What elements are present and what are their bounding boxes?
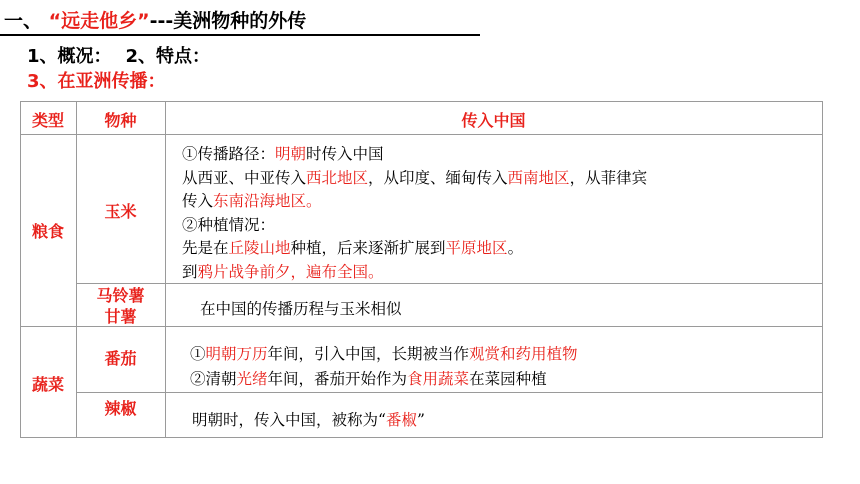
- tomato-line-2: ②清朝光绪年间，番茄开始作为食用蔬菜在菜园种植: [190, 370, 547, 388]
- heading-underline: [0, 34, 480, 36]
- potato-description: 在中国的传播历程与玉米相似: [200, 300, 402, 318]
- table-border: [20, 134, 823, 135]
- heading-suffix: ---美洲物种的外传: [149, 10, 307, 32]
- table-border: [20, 437, 823, 438]
- corn-description: [182, 143, 647, 284]
- table-border: [76, 392, 823, 393]
- category-grain: 粮食: [31, 222, 64, 241]
- species-tomato: 番茄: [104, 349, 137, 368]
- category-vegetable: 蔬菜: [31, 375, 64, 394]
- corn-line-4: ②种植情况：: [182, 215, 276, 234]
- section-heading: [4, 6, 306, 33]
- species-corn: 玉米: [104, 202, 137, 221]
- table-border: [822, 101, 823, 438]
- corn-line-2: 从西亚、中亚传入西北地区，从印度、缅甸传入西南地区，从菲律宾: [182, 168, 648, 187]
- species-sweet-potato: 甘薯: [104, 307, 137, 326]
- corn-line-6: 到鸦片战争前夕，遍布全国。: [182, 262, 384, 281]
- overview-item-1: 1、概况：: [27, 46, 112, 67]
- spread-table: [20, 101, 823, 438]
- heading-quoted: “远走他乡”: [48, 10, 150, 32]
- corn-line-3: 传入东南沿海地区。: [182, 192, 322, 210]
- species-pepper: 辣椒: [104, 399, 137, 418]
- table-border: [20, 101, 823, 102]
- overview-item-2: 2、特点：: [125, 46, 211, 67]
- tomato-line-1: ①明朝万历年间，引入中国，长期被当作观赏和药用植物: [190, 345, 578, 363]
- heading-prefix: 一、: [4, 10, 43, 32]
- table-border: [165, 101, 166, 438]
- tomato-description: [190, 342, 578, 392]
- section-3-heading: 3、在亚洲传播：: [27, 71, 166, 92]
- corn-line-5: 先是在丘陵山地种植，后来逐渐扩展到平原地区。: [182, 239, 524, 257]
- corn-line-1: ①传播路径：明朝时传入中国: [182, 145, 384, 163]
- header-spread: 传入中国: [461, 111, 526, 130]
- overview-line: [27, 42, 210, 68]
- table-border: [76, 101, 77, 438]
- header-species: 物种: [104, 111, 137, 130]
- header-type: 类型: [31, 111, 64, 130]
- species-potato: 马铃薯: [96, 286, 145, 305]
- pepper-description: 明朝时，传入中国，被称为“番椒”: [192, 411, 425, 429]
